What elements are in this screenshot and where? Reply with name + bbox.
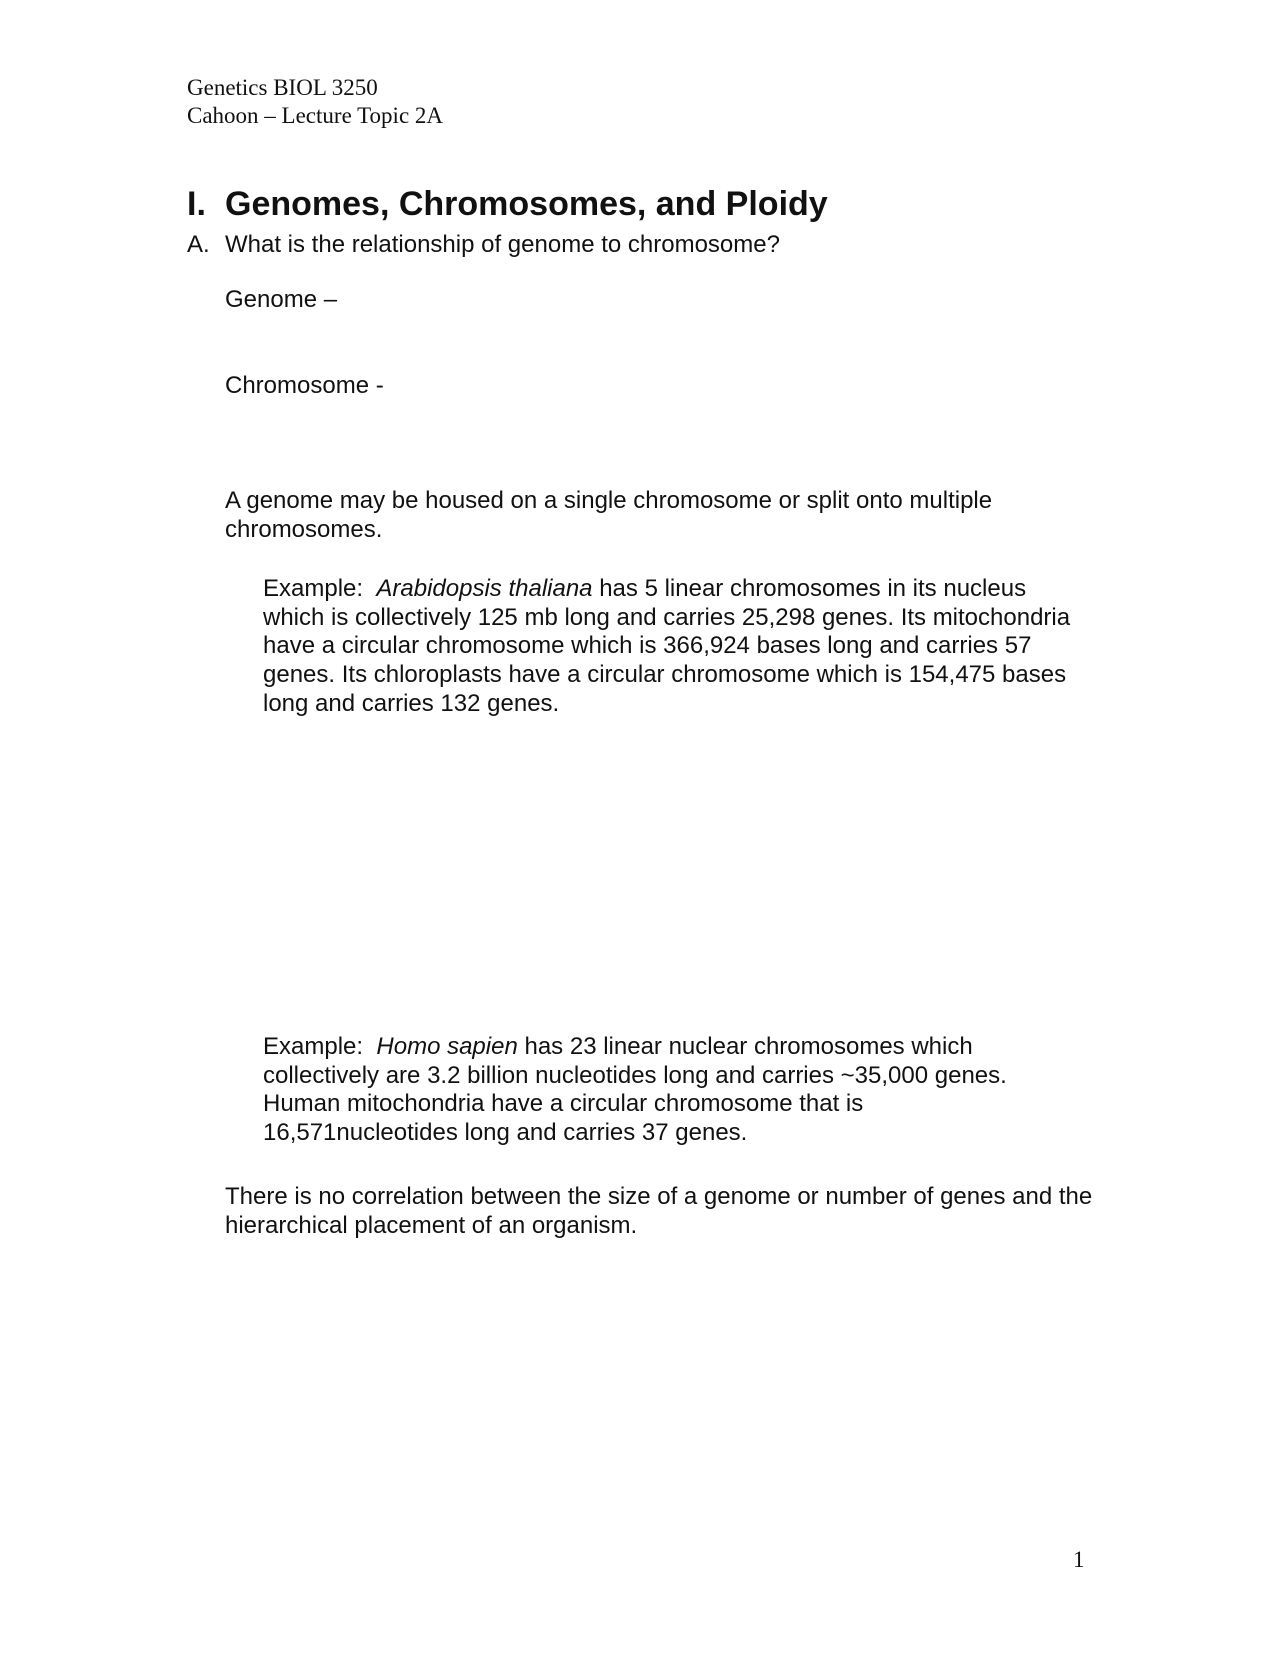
- example-homo-sapien: [263, 1033, 1063, 1148]
- intro-paragraph: A genome may be housed on a single chromosome or split onto multiple chromosomes.: [225, 487, 993, 543]
- section-title: Genomes, Chromosomes, and Ploidy: [225, 185, 828, 223]
- example-text: has 23 linear nuclear chromosomes which collectively are 3.2 billion nucleotides long and carries ~35,000 genes. Human mitochondria have a circular chromosome that is 16,571nucleotides long and carries 37 genes.: [263, 1033, 1007, 1147]
- subsection-heading: [187, 230, 780, 260]
- page-number: 1: [1073, 1547, 1085, 1572]
- example-arabidopsis: [263, 575, 1091, 719]
- example-text: has 5 linear chromosomes in its nucleus which is collectively 125 mb long and carries 25,298 genes. Its mitochondria have a circular chromosome which is 366,924 bases long and carries 57 genes. Its chloroplasts have a circular chromosome which is 154,475 bases long and carries 132 genes.: [263, 575, 1071, 717]
- section-heading: [187, 183, 828, 225]
- organism-name: Arabidopsis thaliana: [376, 575, 593, 602]
- example-prefix: Example:: [263, 575, 377, 602]
- closing-paragraph: There is no correlation between the size of a genome or number of genes and the hierarchical placement of an organism.: [225, 1183, 1093, 1239]
- organism-name: Homo sapien: [376, 1033, 518, 1060]
- lecture-header: Cahoon – Lecture Topic 2A: [187, 103, 444, 128]
- course-header: Genetics BIOL 3250: [187, 75, 378, 100]
- subsection-question: What is the relationship of genome to chromosome?: [225, 231, 780, 258]
- genome-term: Genome –: [225, 286, 338, 313]
- subsection-letter: A.: [187, 231, 210, 258]
- chromosome-term: Chromosome -: [225, 372, 384, 399]
- section-number: I.: [187, 185, 206, 223]
- example-prefix: Example:: [263, 1033, 377, 1060]
